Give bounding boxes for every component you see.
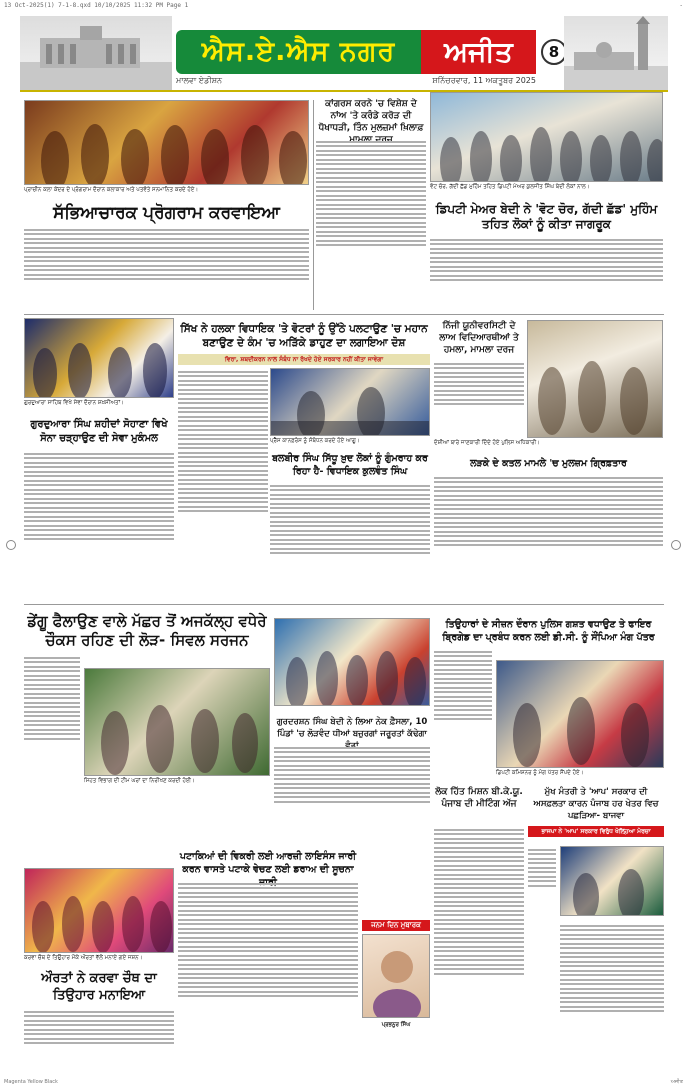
cm-aap-body <box>560 922 664 1072</box>
karva-photo <box>24 868 174 953</box>
mla-headline: ਸਿੱਖ ਨੇ ਹਲਕਾ ਵਿਧਾਇਕ 'ਤੇ ਵੋਟਰਾਂ ਨੂੰ ਉੱਠੇ ਪਲਟਾਉਣ 'ਚ ਮਹਾਨ ਬਣਾਉਣ ਦੇ ਕੰਮ 'ਚ ਅੜਿੱਕੇ ਡਾਹੁਣ ਦਾ ਲਗਾਇਆ ਦੋਸ਼ <box>180 323 428 349</box>
festivals-caption: ਡਿਪਟੀ ਕਮਿਸ਼ਨਰ ਨੂੰ ਮੰਗ ਪੱਤਰ ਸੌਂਪਦੇ ਹੋਏ। <box>496 770 584 776</box>
child-portrait <box>363 935 430 1018</box>
gathering-silhouettes <box>275 619 430 706</box>
women-silhouettes <box>25 869 174 953</box>
dengue-photo <box>84 668 270 776</box>
birthday-title: ਜਨਮ ਦਿਨ ਮੁਬਾਰਕ <box>362 920 430 931</box>
festivals-photo <box>496 660 664 768</box>
masthead-subline <box>176 76 536 88</box>
cultural-body <box>24 226 309 310</box>
section-rule <box>24 314 664 315</box>
masthead <box>20 16 668 92</box>
gurdwara-headline: ਗੁਰਦੁਆਰਾ ਸਿੰਘ ਸ਼ਹੀਦਾਂ ਸੋਹਾਣਾ ਵਿਖੇ ਸੋਨਾ ਚੜ੍ਹਾਉਣ ਦੀ ਸੇਵਾ ਮੁਕੰਮਲ <box>30 419 168 444</box>
deputy-mayor-body <box>430 236 663 310</box>
leaders-silhouettes <box>561 847 664 916</box>
footer-right: ਅਜੀਤ <box>670 1079 683 1085</box>
section-rule <box>24 604 664 605</box>
registration-mark <box>6 540 16 550</box>
deputy-mayor-headline: ਡਿਪਟੀ ਮੇਅਰ ਬੇਦੀ ਨੇ 'ਵੋਟ ਚੋਰ, ਗੱਦੀ ਛੱਡ' ਮੁਹਿੰਮ ਤਹਿਤ ਲੋਕਾਂ ਨੂੰ ਕੀਤਾ ਜਾਗਰੂਕ <box>435 202 658 231</box>
cultural-photo <box>24 100 309 185</box>
masthead-title-block <box>176 30 560 88</box>
building-illustration <box>20 16 172 90</box>
masthead-monument-image <box>564 16 668 90</box>
edition-name: ਮਾਲਵਾ ਏਡੀਸ਼ਨ <box>176 76 223 85</box>
health-team-silhouettes <box>85 669 270 776</box>
karva-body <box>24 1008 174 1072</box>
page-number: 8 <box>541 39 567 65</box>
masthead-building-image <box>20 16 172 90</box>
law-students-headline: ਨਿੱਜੀ ਯੂਨੀਵਰਸਿਟੀ ਦੇ ਲਾਅ ਵਿਦਿਆਰਥੀਆਂ ਤੇ ਹਮਲਾ, ਮਾਮਲਾ ਦਰਜ <box>439 321 519 355</box>
police-photo <box>527 320 663 438</box>
police-caption: ਦੋਸ਼ੀਆਂ ਬਾਰੇ ਜਾਣਕਾਰੀ ਦਿੰਦੇ ਹੋਏ ਪੁਲਿਸ ਅਧਿਕਾਰੀ। <box>434 440 540 446</box>
column-rule <box>313 100 314 310</box>
lok-hit-body <box>434 826 524 1072</box>
ceremony-silhouettes <box>25 319 174 398</box>
gurdwara-body <box>24 450 174 600</box>
print-slug <box>4 2 683 11</box>
festivals-body <box>434 648 492 768</box>
cm-aap-tag: ਭਾਜਪਾ ਨੇ 'ਆਪ' ਸਰਕਾਰ ਵਿਰੁੱਧ ਖੋਲ੍ਹਿਆ ਮੋਰਚਾ <box>528 826 664 837</box>
section-title: ਐਸ.ਏ.ਐਸ ਨਗਰ <box>176 30 421 74</box>
voters-headline: ਕਾਂਗਰਸ ਕਰਨੇ 'ਚ ਵਿਸ਼ੇਸ਼ ਦੇ ਨਾਂਅ 'ਤੇ ਕਰੰਡੇ ਕਰੋੜ ਦੀ ਧੋਖਾਧੜੀ, ਤਿੰਨ ਮੁਲਜ਼ਮਾਂ ਖ਼ਿਲਾਫ਼ <box>318 99 424 133</box>
deputy-mayor-photo <box>430 92 663 182</box>
karva-caption: ਕਰਵਾ ਚੌਥ ਦੇ ਤਿਉਹਾਰ ਮੌਕੇ ਔਰਤਾਂ ਵੱਲੋਂ ਮਨਾਏ ਗਏ ਜਸ਼ਨ। <box>24 955 143 961</box>
cm-aap-body-narrow <box>528 846 556 1072</box>
group-silhouettes <box>25 101 309 185</box>
footer-left: Magenta Yellow Black <box>4 1079 58 1085</box>
dengue-caption: ਸਿਹਤ ਵਿਭਾਗ ਦੀ ਟੀਮ ਘਰਾਂ ਦਾ ਨਿਰੀਖਣ ਕਰਦੀ ਹੋਈ। <box>84 778 195 784</box>
karva-headline: ਔਰਤਾਂ ਨੇ ਕਰਵਾ ਚੌਥ ਦਾ ਤਿਉਹਾਰ ਮਨਾਇਆ <box>41 971 157 1003</box>
cm-aap-headline: ਮੁੱਖ ਮੰਤਰੀ ਤੇ 'ਆਪ' ਸਰਕਾਰ ਦੀ ਅਸਫ਼ਲਤਾ ਕਾਰਨ ਪੰਜਾਬ ਹਰ ਖੇਤਰ ਵਿਚ ਪਛੜਿਆ- ਬਾਜਵਾ <box>533 787 659 821</box>
cultural-caption: ਪ੍ਰਾਚੀਨ ਕਲਾ ਕੇਂਦਰ ਦੇ ਪ੍ਰੋਗਰਾਮ ਦੌਰਾਨ ਕਲਾਕਾਰ ਅਤੇ ਪਤਵੰਤੇ ਸਨਮਾਨਿਤ ਕਰਦੇ ਹੋਏ। <box>24 187 199 193</box>
mla-body <box>178 368 268 600</box>
birthday-photo <box>362 934 430 1018</box>
paper-name: ਅਜੀਤ <box>421 30 536 74</box>
print-footer <box>4 1079 683 1087</box>
issue-date: ਸ਼ਨਿੱਚਰਵਾਰ, 11 ਅਕਤੂਬਰ 2025 <box>432 76 536 85</box>
deputy-mayor-caption: ਵੋਟ ਚੋਰ, ਗੱਦੀ ਛੱਡ ਮੁਹਿੰਮ ਤਹਿਤ ਡਿਪਟੀ ਮੇਅਰ ਕੁਲਜੀਤ ਸਿੰਘ ਬੇਦੀ ਲੋਕਾਂ ਨਾਲ। <box>430 184 590 190</box>
cm-aap-photo <box>560 846 664 916</box>
gurdwara-election-body <box>274 744 430 844</box>
officials-silhouettes <box>497 661 664 768</box>
lok-hit-headline: ਲੋਕ ਹਿੱਤ ਮਿਸ਼ਨ ਬੀ.ਕੇ.ਯੂ. ਪੰਜਾਬ ਦੀ ਮੀਟਿੰਗ ਅੱਜ <box>435 787 523 809</box>
print-slug-left: 13 Oct-2025(1) 7-1-8.qxd 10/10/2025 11:32 PM Page 1 <box>4 2 189 9</box>
dengue-body-col1 <box>24 654 80 794</box>
registration-mark <box>671 540 681 550</box>
birthday-name: ਪ੍ਰਭਨੂਰ ਸਿੰਘ <box>381 1022 411 1028</box>
balbir-headline: ਬਲਬੀਰ ਸਿੰਘ ਸਿੱਧੂ ਖ਼ੁਦ ਲੋਕਾਂ ਨੂੰ ਗੁੰਮਰਾਹ ਕਰ ਰਿਹਾ ਹੈ- ਵਿਧਾਇਕ ਕੁਲਵੰਤ ਸਿੰਘ <box>272 453 428 477</box>
crowd-silhouettes <box>431 93 663 182</box>
mla-tag: ਵਿਰਾ, ਸ਼ਬਦੀਕਰਨ ਨਾਲ ਸੰਬੰਧ ਨਾ ਰੱਖਦੇ ਹੋਏ ਸਰਕਾਰ ਨਹੀਂ ਕੀਤਾ ਜਾਵੇਗਾ <box>178 354 430 365</box>
press-silhouettes <box>271 369 430 436</box>
festivals-headline: ਤਿਉਹਾਰਾਂ ਦੇ ਸੀਜ਼ਨ ਦੌਰਾਨ ਪੁਲਿਸ ਗਸ਼ਤ ਵਧਾਉਣ ਤੇ ਫਾਇਰ ਬ੍ਰਿਗੇਡ ਦਾ ਪ੍ਰਬੰਧ ਕਰਨ ਲਈ ਡੀ.ਸੀ. ਨੂੰ ਸੌਂਪਿਆ ਮੰਗ ਪੱਤਰ <box>442 619 655 643</box>
gurdwara-caption: ਗੁਰਦੁਆਰਾ ਸਾਹਿਬ ਵਿਖੇ ਸੇਵਾ ਦੌਰਾਨ ਸ਼ਖ਼ਸੀਅਤਾਂ। <box>24 400 124 406</box>
dengue-headline: ਡੇਂਗੂ ਫੈਲਾਉਣ ਵਾਲੇ ਮੱਛਰ ਤੋਂ ਅਜਕੱਲ੍ਹ ਵਧੇਰੇ ਚੌਕਸ ਰਹਿਣ ਦੀ ਲੋੜ- ਸਿਵਲ ਸਰਜਨ <box>27 612 267 649</box>
print-slug-right: - <box>679 2 683 9</box>
gurdwara-photo <box>24 318 174 398</box>
gurdwara-election-photo <box>274 618 430 706</box>
press-conference-caption: ਪ੍ਰੈੱਸ ਕਾਨਫ਼ਰੰਸ ਨੂੰ ਸੰਬੋਧਨ ਕਰਦੇ ਹੋਏ ਆਗੂ। <box>270 438 360 444</box>
licence-headline: ਪਟਾਕਿਆਂ ਦੀ ਵਿਕਰੀ ਲਈ ਆਰਜ਼ੀ ਲਾਇਸੰਸ ਜਾਰੀ ਕਰਨ ਵਾਸਤੇ ਪਟਾਕੇ ਵੇਚਣ ਲਈ ਡਰਾਅ ਦੀ ਸੂਚਨਾ <box>179 851 357 875</box>
licence-body <box>178 880 358 1072</box>
murder-body <box>434 474 663 600</box>
murder-headline: ਲੜਕੇ ਦੇ ਕਤਲ ਮਾਮਲੇ 'ਚ ਮੁਲਜ਼ਮ ਗ੍ਰਿਫ਼ਤਾਰ <box>470 458 627 469</box>
monument-illustration <box>564 16 668 90</box>
voters-body <box>316 138 426 310</box>
gurdwara-election-headline: ਗੁਰਦਰਸ਼ਨ ਸਿੰਘ ਬੇਦੀ ਨੇ ਲਿਆ ਨੇਕ ਫ਼ੈਸਲਾ, 10 ਪਿੰਡਾਂ 'ਚ ਲੋੜਵੰਦ ਧੀਆਂ ਬਜ਼ੁਰਗਾਂ ਜਰੂਰਤਾਂ ਕੱਢੇਗਾ <box>276 717 428 739</box>
balbir-body <box>270 482 430 600</box>
cultural-headline: ਸੱਭਿਆਚਾਰਕ ਪ੍ਰੋਗਰਾਮ ਕਰਵਾਇਆ <box>53 203 280 223</box>
law-students-body <box>434 360 524 438</box>
press-conference-photo <box>270 368 430 436</box>
police-silhouettes <box>528 321 663 438</box>
